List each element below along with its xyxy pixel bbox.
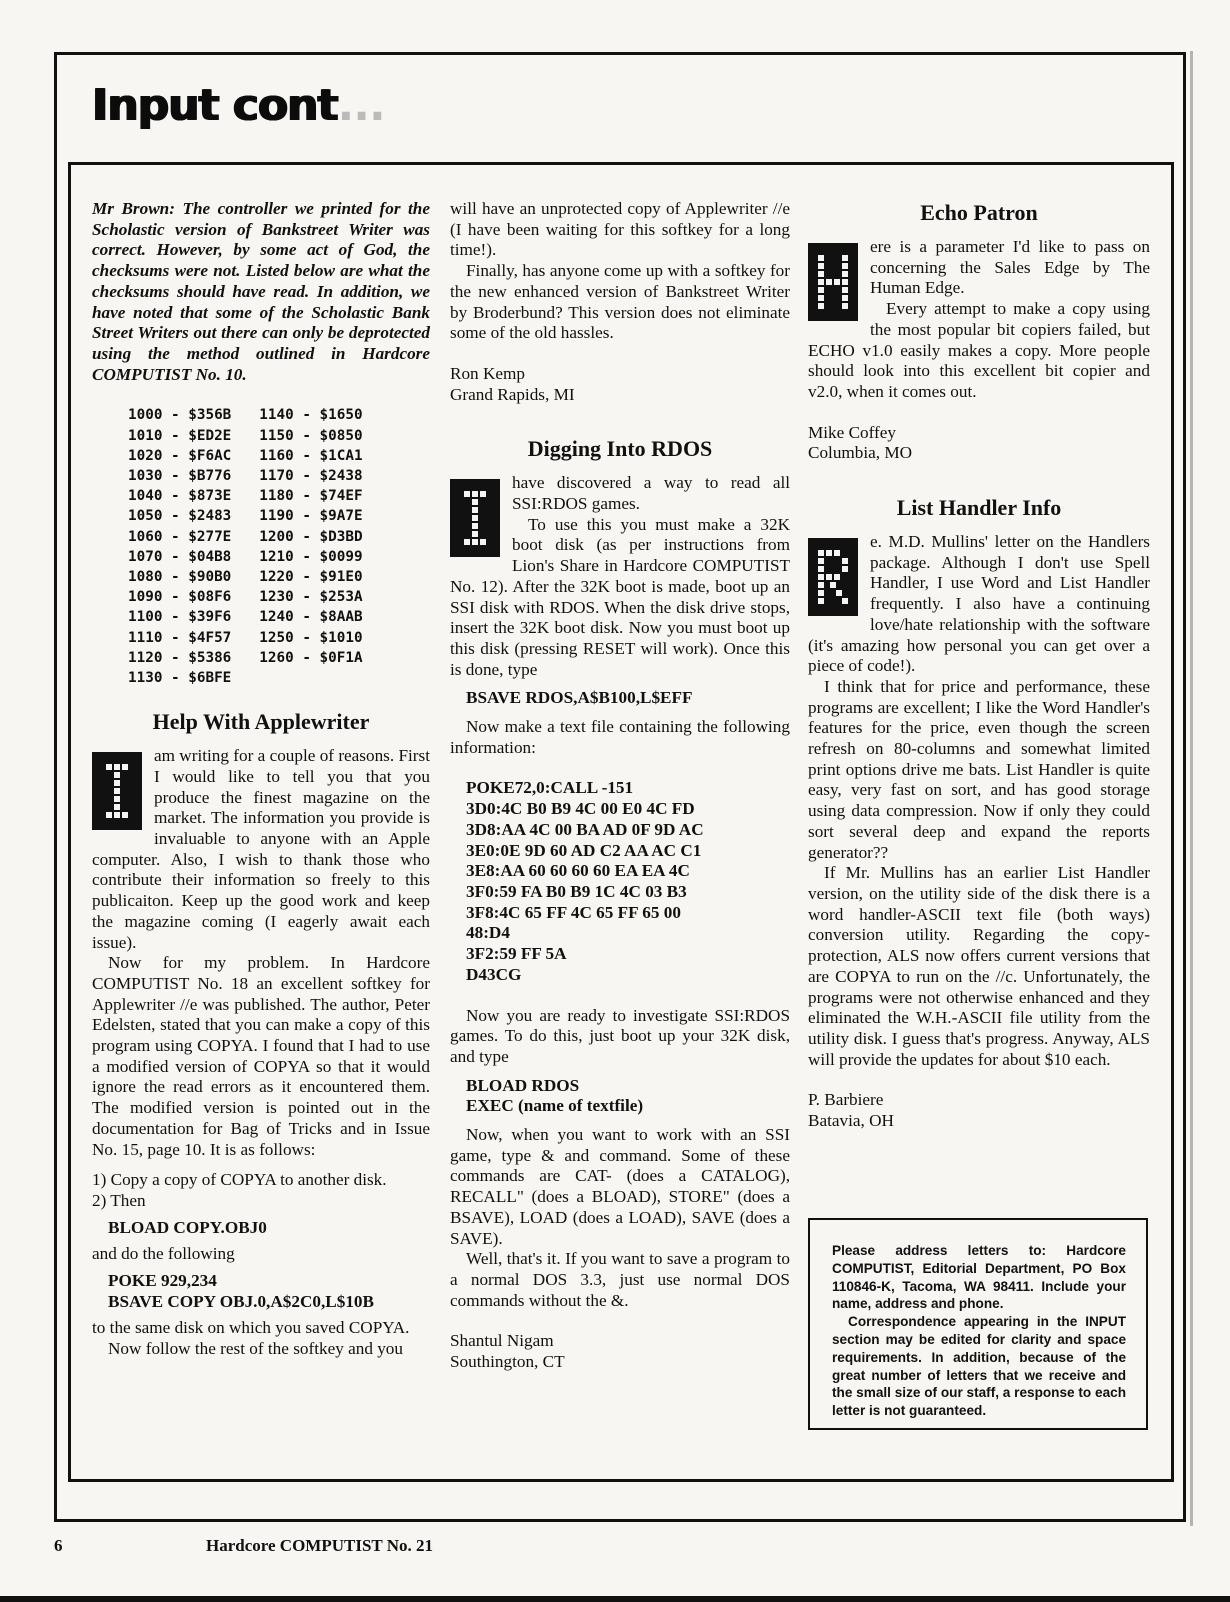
- checksum-row: 1190 - $9A7E: [259, 508, 363, 525]
- list-paragraph-1: e. M.D. Mullins' letter on the Handlers package. Although I don't use Spell Handler, I use Word and List Handler frequently. I also have a continuing love/hate relationship with the software (it's amazing how personal you can get over a piece of code!).: [808, 532, 1150, 676]
- help-paragraph-2: Now for my problem. In Hardcore COMPUTIST No. 18 an excellent softkey for Applewriter //e was published. The author, Peter Edelsten, stated that you can make a copy of this program using COPYA. I found that I had to use a modified version of COPYA so that it would ignore the read errors as it encountered them. The modified version is pointed out in the documentation for Bag of Tricks and in Issue No. 15, page 10. It is as follows:: [92, 953, 430, 1159]
- code-line: D43CG: [466, 964, 522, 984]
- rdos-paragraph-6: Well, that's it. If you want to save a program to a normal DOS 3.3, just use normal DOS commands without the &.: [450, 1249, 790, 1310]
- notice-address: Please address letters to: Hardcore COMPUTIST, Editorial Department, PO Box 110846-K, Tacoma, WA 98411. Include your name, address and phone.: [832, 1243, 1126, 1312]
- heading-echo-patron: Echo Patron: [920, 200, 1038, 225]
- help-tail-2: Now follow the rest of the softkey and you: [108, 1339, 403, 1359]
- title-ellipsis: ...: [337, 80, 385, 131]
- checksum-row: 1080 - $90B0: [128, 568, 232, 585]
- reply-lead: Mr Brown:: [92, 199, 175, 218]
- code-line: 3D0:4C B0 B9 4C 00 E0 4C FD: [466, 799, 695, 819]
- checksum-row: 1130 - $6BFE: [128, 669, 232, 686]
- dropcap-r-icon: [808, 538, 858, 616]
- dropcap-i-icon: [92, 752, 142, 830]
- signature-place: Batavia, OH: [808, 1111, 894, 1131]
- dropcap-i-icon: [450, 479, 500, 557]
- checksum-table: [92, 405, 430, 688]
- rdos-paragraph-4: Now you are ready to investigate SSI:RDOS games. To do this, just boot up your 32K disk, and type: [450, 1005, 790, 1066]
- column-3: [808, 199, 1150, 1132]
- echo-paragraph-1: ere is a parameter I'd like to pass on concerning the Sales Edge by The Human Edge.: [870, 237, 1150, 298]
- signature-place: Southington, CT: [450, 1352, 565, 1372]
- checksum-row: 1060 - $277E: [128, 528, 232, 545]
- code-line: 3F8:4C 65 FF 4C 65 FF 65 00: [466, 902, 681, 922]
- checksum-row: 1010 - $ED2E: [128, 427, 232, 444]
- code-exec: EXEC (name of textfile): [466, 1096, 644, 1116]
- and-do-following: and do the following: [92, 1244, 235, 1264]
- rdos-paragraph-2: To use this you must make a 32K boot disk (as per instructions from Lion's Share in Hardcore COMPUTIST No. 12). After the 32K boot is made, boot up an SSI disk with RDOS. When the disk drive stops, insert the 32K boot disk. Now you must boot up this disk (pressing RESET will work). Once this is done, type: [450, 514, 790, 679]
- notice-disclaimer: Correspondence appearing in the INPUT section may be edited for clarity and space requirements. In addition, because of the great number of letters that we receive and the small size of our staff, a response to each letter is not guaranteed.: [832, 1314, 1126, 1419]
- checksum-row: 1180 - $74EF: [259, 488, 363, 505]
- step-2: 2) Then: [92, 1190, 146, 1210]
- checksum-row: 1140 - $1650: [259, 407, 363, 424]
- code-line: 3F2:59 FF 5A: [466, 944, 567, 964]
- heading-help-with-applewriter: Help With Applewriter: [152, 709, 370, 735]
- heading-list-handler-info: List Handler Info: [896, 495, 1062, 521]
- checksum-row: 1210 - $0099: [259, 548, 363, 565]
- code-line: 48:D4: [466, 923, 510, 943]
- checksum-row: 1050 - $2483: [128, 508, 232, 525]
- rdos-paragraph-1: have discovered a way to read all SSI:RDOS games.: [512, 473, 790, 514]
- code-bload-copy: BLOAD COPY.OBJ0: [108, 1217, 267, 1237]
- rdos-paragraph-5: Now, when you want to work with an SSI game, type & and command. Some of these commands are CAT- (does a CATALOG), RECALL" (does a BLOAD), STORE" (does a BSAVE), LOAD (does a LOAD), SAVE (does a SAVE).: [450, 1125, 790, 1248]
- checksum-row: 1110 - $4F57: [128, 629, 232, 646]
- code-bsave-rdos: BSAVE RDOS,A$B100,L$EFF: [466, 688, 693, 708]
- page-number: 6: [54, 1536, 63, 1555]
- checksum-row: 1160 - $1CA1: [259, 447, 363, 464]
- dropcap-h-icon: [808, 243, 858, 321]
- help-continued-2: Finally, has anyone come up with a softkey for the new enhanced version of Bankstreet Writer by Broderbund? This version does not eliminate some of the old hassles.: [450, 261, 790, 343]
- checksum-row: 1260 - $0F1A: [259, 649, 363, 666]
- heading-digging-into-rdos: Digging Into RDOS: [527, 436, 713, 462]
- signature-name: Ron Kemp: [450, 363, 525, 383]
- code-line: POKE72,0:CALL -151: [466, 778, 634, 798]
- page-title: [92, 80, 385, 131]
- help-paragraph-1: am writing for a couple of reasons. First I would like to tell you that you produce the finest magazine on the market. The information you provide is invaluable to anyone with an Apple computer. Also, I wish to thank those who contribute their information so freely to this publicaiton. Keep up the good work and keep the magazine coming (I eagerly await each issue).: [92, 746, 430, 952]
- letters-notice-box: [808, 1218, 1148, 1430]
- checksum-column-left: [128, 405, 231, 688]
- checksum-row: 1100 - $39F6: [128, 609, 232, 626]
- list-paragraph-3: If Mr. Mullins has an earlier List Handler version, on the utility side of the disk there is a word handler-ASCII text file (both ways) conversion utility. Regarding the copy-protection, ALS now offers current versions that are COPYA to run on the //c. Unfortunately, the programs were not otherwise enhanced and they eliminated the W.H.-ASCII file utility from the utility disk. I guess that's progress. Anyway, ALS will provide the updates for about $10 each.: [808, 863, 1150, 1069]
- code-line: 3F0:59 FA B0 B9 1C 4C 03 B3: [466, 881, 687, 901]
- code-line: 3E0:0E 9D 60 AD C2 AA AC C1: [466, 840, 702, 860]
- column-1: [92, 199, 430, 1360]
- signature-place: Grand Rapids, MI: [450, 384, 575, 404]
- checksum-row: 1170 - $2438: [259, 467, 363, 484]
- rdos-code-listing: [450, 778, 790, 985]
- checksum-row: 1120 - $5386: [128, 649, 232, 666]
- help-tail-1: to the same disk on which you saved COPYA.: [92, 1318, 410, 1338]
- checksum-row: 1090 - $08F6: [128, 589, 232, 606]
- signature-name: Shantul Nigam: [450, 1331, 554, 1351]
- checksum-row: 1220 - $91E0: [259, 568, 363, 585]
- title-text: Input cont: [92, 80, 338, 131]
- code-poke: POKE 929,234: [108, 1271, 217, 1291]
- code-line: 3E8:AA 60 60 60 60 EA EA 4C: [466, 861, 690, 881]
- reply-text: The controller we printed for the Scholastic version of Bankstreet Writer was correct. However, by some act of God, the checksums were not. Listed below are what the checksums should have read. In addition, we have noted that some of the Scholastic Bank Street Writers out there can only be deprotected using the method outlined in Hardcore COMPUTIST No. 10.: [92, 199, 430, 384]
- code-bsave-copy: BSAVE COPY OBJ.0,A$2C0,L$10B: [108, 1291, 374, 1311]
- bottom-rule: [0, 1596, 1230, 1602]
- checksum-row: 1070 - $04B8: [128, 548, 232, 565]
- checksum-row: 1200 - $D3BD: [259, 528, 363, 545]
- column-2: [450, 199, 790, 1373]
- echo-paragraph-2: Every attempt to make a copy using the most popular bit copiers failed, but ECHO v1.0 easily makes a copy. More people should look into this excellent bit copier and v2.0, when it comes out.: [808, 299, 1150, 401]
- checksum-row: 1030 - $B776: [128, 467, 232, 484]
- list-paragraph-2: I think that for price and performance, these programs are excellent; I like the Word Handler's features for the price, even though the screen refresh on 80-columns and somewhat limited print options drive me bats. List Handler is quite easy, very fast on sort, and has good storage using data compression. Now if only they could sort several deep and expand the reports generator??: [808, 676, 1150, 862]
- signature-place: Columbia, MO: [808, 443, 913, 463]
- code-bload-rdos: BLOAD RDOS: [466, 1075, 580, 1095]
- code-line: 3D8:AA 4C 00 BA AD 0F 9D AC: [466, 819, 704, 839]
- help-continued-1: will have an unprotected copy of Applewriter //e (I have been waiting for this softkey for a long time!).: [450, 199, 790, 260]
- checksum-row: 1000 - $356B: [128, 407, 232, 424]
- signature-name: P. Barbiere: [808, 1090, 884, 1110]
- checksum-row: 1250 - $1010: [259, 629, 363, 646]
- checksum-row: 1240 - $8AAB: [259, 609, 363, 626]
- step-1: 1) Copy a copy of COPYA to another disk.: [92, 1170, 387, 1190]
- checksum-column-right: [259, 405, 362, 688]
- checksum-row: 1150 - $0850: [259, 427, 363, 444]
- rdos-paragraph-3: Now make a text file containing the following information:: [450, 717, 790, 757]
- checksum-row: 1020 - $F6AC: [128, 447, 232, 464]
- checksum-row: 1040 - $873E: [128, 488, 232, 505]
- editor-reply: [92, 199, 430, 385]
- checksum-row: 1230 - $253A: [259, 589, 363, 606]
- signature-name: Mike Coffey: [808, 422, 896, 442]
- publication-title: Hardcore COMPUTIST No. 21: [206, 1536, 433, 1555]
